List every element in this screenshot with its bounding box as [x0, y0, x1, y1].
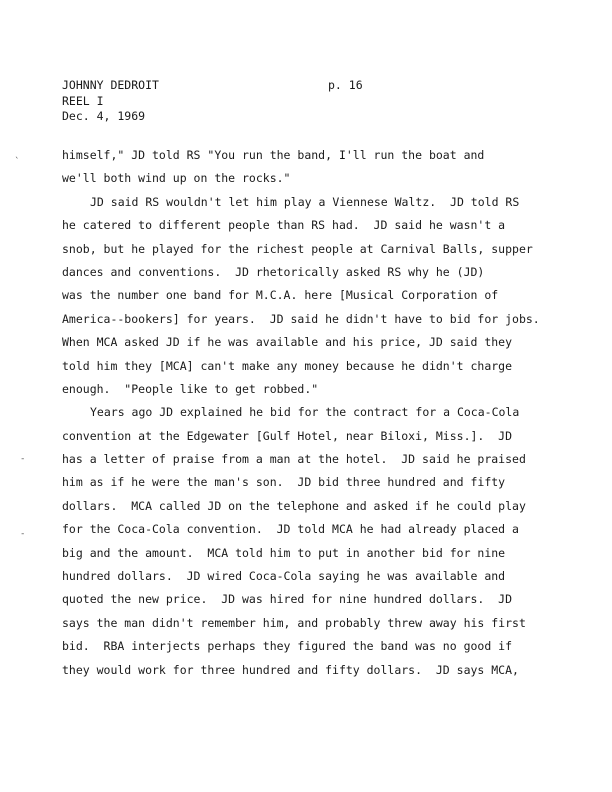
- text-line: dollars. MCA called JD on the telephone and asked if he could play: [62, 498, 526, 513]
- header-date: Dec. 4, 1969: [62, 109, 146, 123]
- text-line: big and the amount. MCA told him to put in another bid for nine: [62, 545, 506, 560]
- text-line: Years ago JD explained he bid for the contract for a Coca-Cola: [90, 405, 520, 420]
- text-line: When MCA asked JD if he was available and his price, JD said they: [62, 335, 513, 350]
- document-header: [62, 78, 159, 125]
- text-line: we'll both wind up on the rocks.": [62, 171, 291, 186]
- text-line: for the Coca-Cola convention. JD told MCA he had already placed a: [62, 522, 519, 537]
- header-name: JOHNNY DEDROIT: [62, 78, 159, 92]
- margin-tick-mark: ˎ: [14, 149, 20, 159]
- text-line: JD said RS wouldn't let him play a Viennese Waltz. JD told RS: [90, 194, 520, 209]
- text-line: snob, but he played for the richest people at Carnival Balls, supper: [62, 241, 533, 256]
- text-line: he catered to different people than RS had. JD said he wasn't a: [62, 218, 506, 233]
- text-line: himself," JD told RS "You run the band, I'll run the boat and: [62, 148, 485, 162]
- margin-tick-mark: -: [20, 529, 26, 539]
- text-line: told him they [MCA] can't make any money because he didn't charge: [62, 358, 513, 373]
- transcript-body: [62, 144, 552, 682]
- text-line: dances and conventions. JD rhetorically asked RS why he (JD): [62, 264, 485, 279]
- margin-tick-mark: -: [20, 454, 26, 464]
- text-line: has a letter of praise from a man at the hotel. JD said he praised: [62, 452, 526, 467]
- text-line: says the man didn't remember him, and probably threw away his first: [62, 615, 526, 630]
- text-line: him as if he were the man's son. JD bid three hundred and fifty: [62, 475, 506, 490]
- text-line: enough. "People like to get robbed.": [62, 381, 319, 396]
- text-line: bid. RBA interjects perhaps they figured the band was no good if: [62, 639, 513, 654]
- page-number: p. 16: [328, 78, 363, 92]
- text-line: they would work for three hundred and fifty dollars. JD says MCA,: [62, 662, 519, 677]
- text-line: America--bookers] for years. JD said he didn't have to bid for jobs.: [62, 311, 540, 326]
- text-line: hundred dollars. JD wired Coca-Cola saying he was available and: [62, 569, 506, 584]
- text-line: was the number one band for M.C.A. here [Musical Corporation of: [62, 288, 499, 303]
- text-line: quoted the new price. JD was hired for nine hundred dollars. JD: [62, 592, 513, 607]
- header-reel: REEL I: [62, 93, 104, 108]
- text-line: convention at the Edgewater [Gulf Hotel, near Biloxi, Miss.]. JD: [62, 428, 513, 443]
